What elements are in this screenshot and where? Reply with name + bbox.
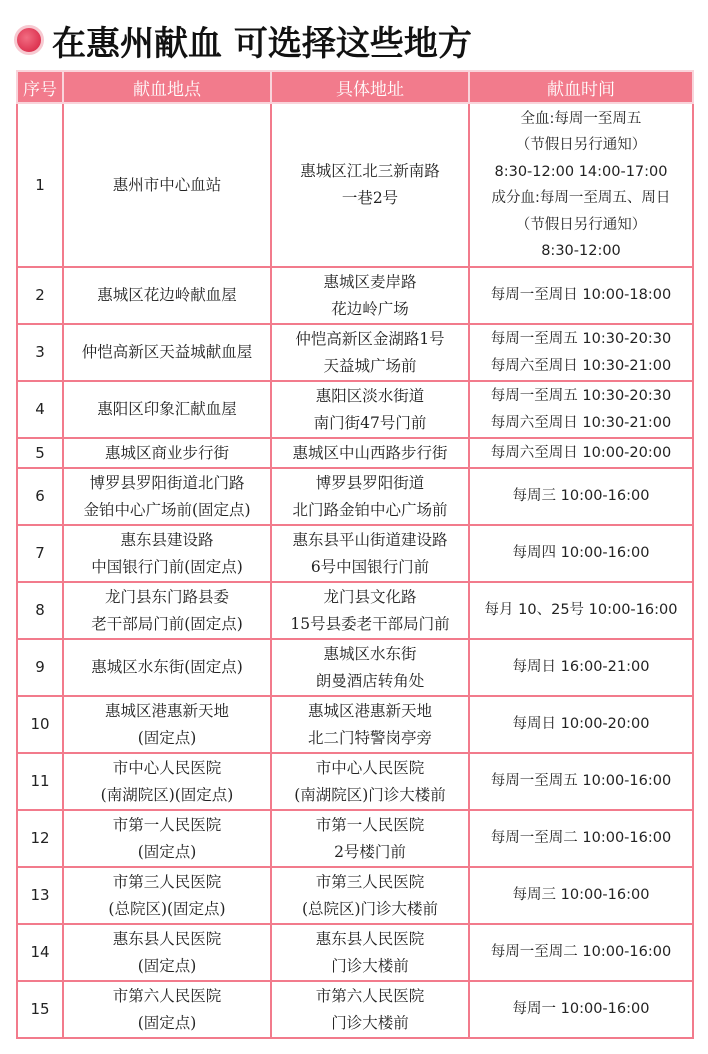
donation-address-line: 朗曼酒店转角处 [315, 671, 425, 690]
donation-time-line: 每月 10、25号 10:00-16:00 [484, 602, 678, 618]
donation-place-line: (固定点) [137, 1013, 197, 1032]
donation-address-line: 惠城区中山西路步行街 [292, 443, 448, 462]
donation-address-line: 博罗县罗阳街道 [315, 473, 425, 492]
donation-place [63, 867, 271, 924]
donation-place [63, 582, 271, 639]
donation-place-line: 博罗县罗阳街道北门路 [89, 473, 245, 492]
table-row [17, 324, 693, 381]
donation-address-line: 惠阳区淡水街道 [315, 386, 425, 405]
donation-address [271, 753, 469, 810]
donation-time-line: 每周三 10:00-16:00 [512, 488, 650, 504]
donation-time [469, 468, 693, 525]
table-row [17, 753, 693, 810]
row-number: 12 [17, 810, 63, 867]
header-place: 献血地点 [63, 71, 271, 103]
row-number: 5 [17, 438, 63, 468]
donation-place-line: 市第三人民医院 [112, 872, 222, 891]
donation-address-line: 花边岭广场 [331, 299, 409, 318]
donation-place-line: 仲恺高新区天益城献血屋 [81, 343, 253, 361]
donation-place-line: 惠州市中心血站 [112, 175, 222, 194]
donation-address [271, 468, 469, 525]
donation-address-line: 市第六人民医院 [315, 986, 425, 1005]
donation-address [271, 981, 469, 1038]
donation-time-line: 每周一至周日 10:00-18:00 [490, 287, 672, 303]
donation-time [469, 924, 693, 981]
donation-place [63, 525, 271, 582]
donation-address-line: 市第三人民医院 [315, 872, 425, 891]
row-number: 2 [17, 267, 63, 324]
donation-time [469, 981, 693, 1038]
table-row [17, 639, 693, 696]
table-row [17, 438, 693, 468]
donation-time-line: 每周一至周二 10:00-16:00 [490, 944, 672, 960]
page-title-text: 在惠州献血 可选择这些地方 [52, 23, 472, 64]
donation-time-line: 成分血:每周一至周五、周日 [491, 190, 671, 206]
donation-place [63, 438, 271, 468]
donation-place-line: (固定点) [137, 842, 197, 861]
donation-address-line: 惠城区麦岸路 [323, 272, 417, 291]
donation-place-line: 惠阳区印象汇献血屋 [97, 400, 237, 418]
table-row [17, 468, 693, 525]
donation-place-line: 惠城区商业步行街 [104, 443, 229, 462]
donation-address-line: 市中心人民医院 [315, 758, 425, 777]
donation-time-line: 每周一 10:00-16:00 [512, 1001, 650, 1017]
donation-address-line: 仲恺高新区金湖路1号 [295, 329, 445, 348]
table-row [17, 981, 693, 1038]
donation-place-line: 惠东县建设路 [120, 530, 214, 549]
row-number: 3 [17, 324, 63, 381]
donation-time-line: 全血:每周一至周五 [520, 110, 642, 127]
donation-address [271, 639, 469, 696]
donation-time-line: 每周六至周日 10:30-21:00 [490, 414, 672, 431]
donation-place-line: 惠城区水东街(固定点) [91, 658, 243, 676]
table-row [17, 525, 693, 582]
row-number: 4 [17, 381, 63, 438]
donation-address [271, 810, 469, 867]
donation-time [469, 810, 693, 867]
donation-address-line: 北二门特警岗亭旁 [307, 728, 432, 747]
donation-time-line: 每周一至周五 10:00-16:00 [490, 773, 672, 789]
donation-time-line: 每周日 10:00-20:00 [512, 716, 650, 732]
donation-time [469, 438, 693, 468]
donation-place [63, 468, 271, 525]
donation-address-line: 门诊大楼前 [331, 956, 409, 975]
donation-address-line: 门诊大楼前 [331, 1013, 409, 1032]
table-row [17, 103, 693, 267]
donation-address [271, 381, 469, 438]
row-number: 13 [17, 867, 63, 924]
donation-address-line: 南门街47号门前 [313, 413, 427, 432]
donation-time-line: 每周四 10:00-16:00 [512, 545, 650, 561]
donation-time [469, 753, 693, 810]
donation-place-line: 龙门县东门路县委 [104, 587, 229, 606]
donation-address-line: 惠城区水东街 [323, 644, 417, 663]
donation-place [63, 103, 271, 267]
row-number: 8 [17, 582, 63, 639]
donation-address [271, 696, 469, 753]
table-row [17, 696, 693, 753]
donation-time [469, 582, 693, 639]
table-row [17, 381, 693, 438]
donation-place-line: 惠东县人民医院 [112, 929, 222, 948]
blood-donation-table [16, 70, 694, 1039]
donation-time-line: 每周一至周二 10:00-16:00 [490, 830, 672, 846]
row-number: 11 [17, 753, 63, 810]
donation-address [271, 525, 469, 582]
donation-time-line: 每周一至周五 10:30-20:30 [490, 387, 672, 404]
donation-address-line: 惠城区港惠新天地 [307, 701, 432, 720]
donation-address-line: 惠城区江北三新南路 [300, 162, 440, 180]
table-row [17, 582, 693, 639]
donation-place-line: (南湖院区)(固定点) [100, 785, 234, 804]
row-number: 7 [17, 525, 63, 582]
donation-place-line: 市第一人民医院 [112, 815, 222, 834]
donation-time-line: 每周三 10:00-16:00 [512, 887, 650, 903]
donation-place [63, 696, 271, 753]
donation-time [469, 639, 693, 696]
donation-place-line: 惠城区港惠新天地 [104, 701, 229, 720]
header-address: 具体地址 [271, 71, 469, 103]
donation-place-line: (固定点) [137, 728, 197, 747]
donation-address [271, 867, 469, 924]
row-number: 10 [17, 696, 63, 753]
table-row [17, 810, 693, 867]
donation-time [469, 103, 693, 267]
donation-address-line: 惠东县人民医院 [315, 929, 425, 948]
donation-place-line: 中国银行门前(固定点) [91, 557, 243, 576]
red-circle-icon [14, 25, 44, 55]
donation-address-line: (总院区)门诊大楼前 [301, 899, 439, 918]
donation-place [63, 639, 271, 696]
page-title [14, 18, 472, 62]
donation-place [63, 324, 271, 381]
donation-address-line: 北门路金铂中心广场前 [292, 500, 448, 519]
table-body [17, 103, 693, 1038]
donation-place-line: 老干部局门前(固定点) [91, 614, 243, 633]
donation-address-line: (南湖院区)门诊大楼前 [294, 785, 446, 804]
row-number: 9 [17, 639, 63, 696]
donation-place [63, 810, 271, 867]
donation-address-line: 一巷2号 [341, 189, 399, 207]
donation-time-line: 8:30-12:00 14:00-17:00 [494, 163, 668, 180]
donation-address-line: 6号中国银行门前 [310, 557, 430, 576]
donation-place-line: 金铂中心广场前(固定点) [83, 500, 251, 519]
donation-place-line: 惠城区花边岭献血屋 [97, 286, 237, 304]
donation-address-line: 15号县委老干部局门前 [290, 614, 450, 633]
donation-place [63, 753, 271, 810]
donation-place-line: 市第六人民医院 [112, 986, 222, 1005]
donation-place [63, 381, 271, 438]
donation-time-line: （节假日另行通知） [515, 137, 647, 153]
table-row [17, 267, 693, 324]
donation-time-line: 每周一至周五 10:30-20:30 [490, 330, 672, 347]
donation-address [271, 582, 469, 639]
donation-address-line: 2号楼门前 [334, 842, 406, 861]
donation-place [63, 981, 271, 1038]
donation-place [63, 924, 271, 981]
donation-place-line: (固定点) [137, 956, 197, 975]
donation-place-line: 市中心人民医院 [112, 758, 222, 777]
donation-time [469, 867, 693, 924]
row-number: 1 [17, 103, 63, 267]
donation-time-line: （节假日另行通知） [515, 216, 647, 233]
donation-address [271, 438, 469, 468]
donation-address [271, 267, 469, 324]
donation-time-line: 每周六至周日 10:00-20:00 [490, 444, 672, 461]
donation-time [469, 267, 693, 324]
row-number: 14 [17, 924, 63, 981]
donation-time [469, 525, 693, 582]
donation-time-line: 8:30-12:00 [541, 243, 621, 259]
header-time: 献血时间 [469, 71, 693, 103]
table-row [17, 867, 693, 924]
donation-time [469, 381, 693, 438]
header-no: 序号 [17, 71, 63, 103]
donation-time-line: 每周六至周日 10:30-21:00 [490, 357, 672, 374]
donation-time [469, 324, 693, 381]
donation-address-line: 龙门县文化路 [323, 587, 417, 606]
donation-address-line: 市第一人民医院 [315, 815, 425, 834]
row-number: 6 [17, 468, 63, 525]
row-number: 15 [17, 981, 63, 1038]
donation-address-line: 惠东县平山街道建设路 [292, 530, 448, 549]
donation-place-line: (总院区)(固定点) [108, 899, 226, 918]
donation-place [63, 267, 271, 324]
donation-address-line: 天益城广场前 [323, 356, 417, 375]
donation-address [271, 924, 469, 981]
donation-time-line: 每周日 16:00-21:00 [512, 659, 650, 675]
donation-address [271, 103, 469, 267]
table-row [17, 924, 693, 981]
donation-time [469, 696, 693, 753]
donation-address [271, 324, 469, 381]
table-header-row [17, 71, 693, 103]
